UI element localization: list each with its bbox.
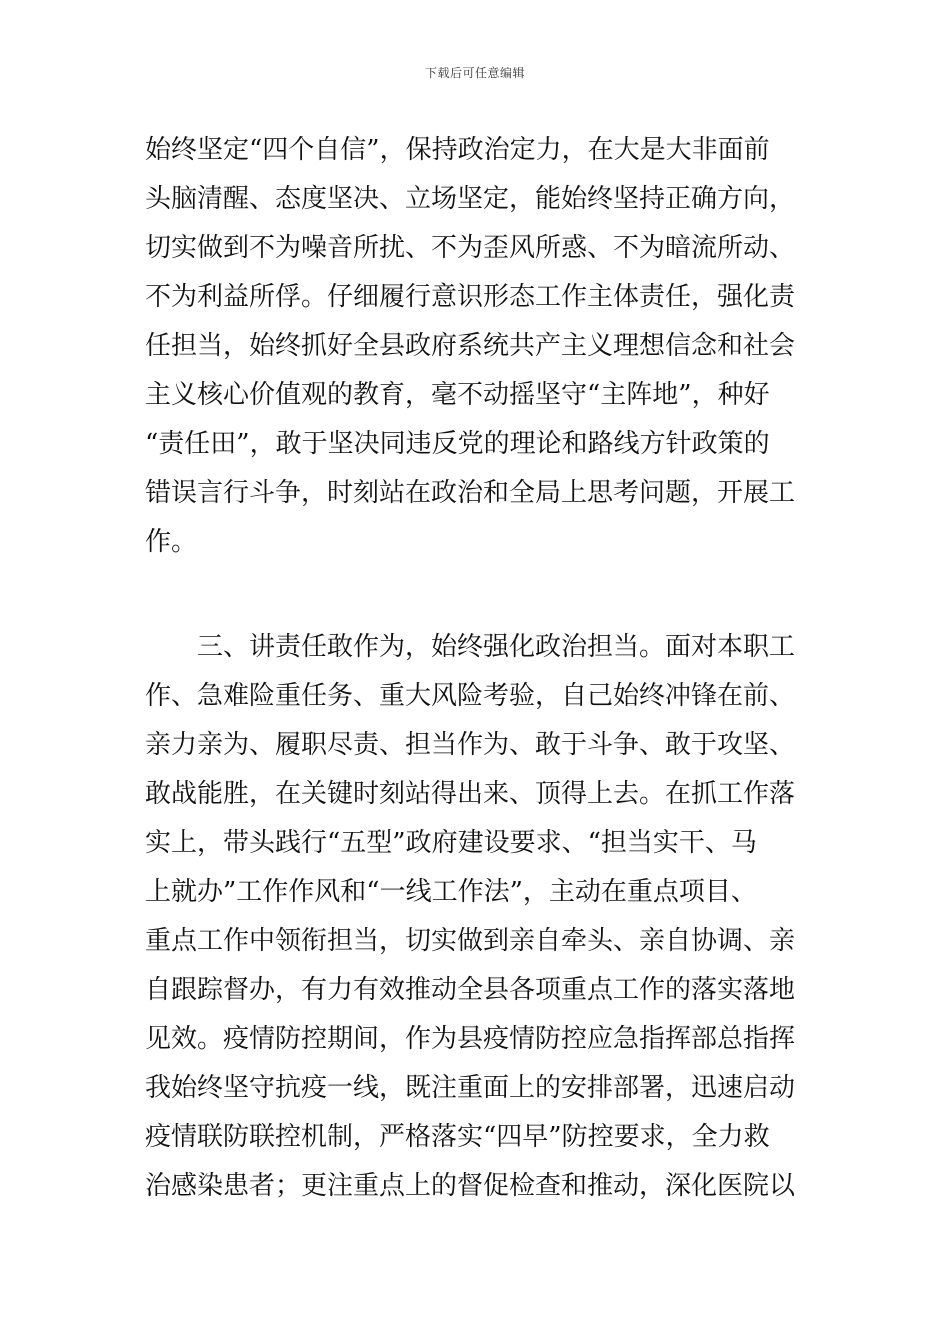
text-line: 切实做到不为噪音所扰、不为歪风所惑、不为暗流所动、 — [145, 233, 796, 263]
text-line: 亲力亲为、履职尽责、担当作为、敢于斗争、敢于攻坚、 — [145, 730, 796, 760]
paragraph-2 — [145, 623, 810, 1211]
text-line: 疫情联防联控机制，严格落实“四早”防控要求，全力救 — [145, 1122, 770, 1152]
text-line: “责任田”，敢于坚决同违反党的理论和路线方针政策的 — [145, 429, 770, 459]
text-line: 头脑清醒、态度坚决、立场坚定，能始终坚持正确方向， — [145, 184, 796, 214]
text-line: 上就办”工作作风和“一线工作法”，主动在重点项目、 — [145, 877, 757, 907]
text-line: 不为利益所俘。仔细履行意识形态工作主体责任，强化责 — [145, 282, 796, 312]
text-line: 作、急难险重任务、重大风险考验，自己始终冲锋在前、 — [145, 681, 796, 711]
text-line: 作。 — [145, 527, 198, 557]
text-line: 治感染患者；更注重点上的督促检查和推动，深化医院以 — [145, 1171, 796, 1201]
text-line: 错误言行斗争，时刻站在政治和全局上思考问题，开展工 — [145, 478, 796, 508]
text-line: 实上，带头践行“五型”政府建设要求、“担当实干、马 — [145, 828, 757, 858]
text-line: 自跟踪督办，有力有效推动全县各项重点工作的落实落地 — [145, 975, 796, 1005]
page-header: 下载后可任意编辑 — [424, 66, 525, 80]
paragraph-1 — [145, 126, 810, 567]
text-line: 见效。疫情防控期间，作为县疫情防控应急指挥部总指挥 — [145, 1024, 796, 1054]
text-line: 重点工作中领衔担当，切实做到亲自牵头、亲自协调、亲 — [145, 926, 796, 956]
text-line: 我始终坚守抗疫一线，既注重面上的安排部署，迅速启动 — [145, 1073, 796, 1103]
text-line: 始终坚定“四个自信”，保持政治定力，在大是大非面前 — [145, 135, 770, 165]
text-line: 敢战能胜，在关键时刻站得出来、顶得上去。在抓工作落 — [145, 779, 796, 809]
text-line: 任担当，始终抓好全县政府系统共产主义理想信念和社会 — [145, 331, 796, 361]
text-line: 主义核心价值观的教育，毫不动摇坚守“主阵地”，种好 — [145, 380, 770, 410]
text-line: 三、讲责任敢作为，始终强化政治担当。面对本职工 — [197, 632, 796, 662]
